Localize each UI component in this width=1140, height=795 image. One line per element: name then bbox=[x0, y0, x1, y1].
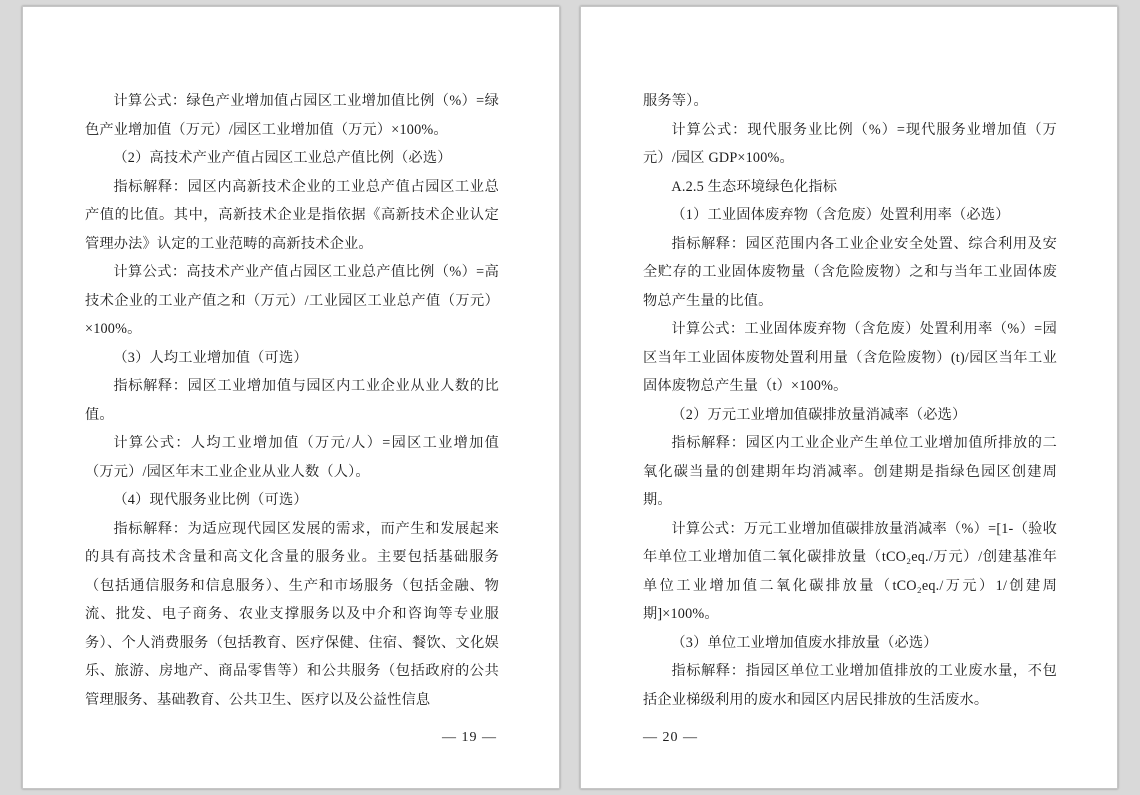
section-heading: A.2.5 生态环境绿色化指标 bbox=[671, 178, 838, 195]
page-number: — 19 — bbox=[442, 730, 497, 745]
paragraph: 指标解释：为适应现代园区发展的需求，而产生和发展起来的具有高技术含量和高文化含量的服务业。主要包括基础服务（包括通信服务和信息服务）、生产和市场服务（包括金融、物流、批发、电子商务、农业支撑服务以及中介和咨询等专业服务）、个人消费服务（包括教育、医疗保健、住宿、餐饮、文化娱乐、旅游、房地产、商品零售等）和公共服务（包括政府的公共管理服务、基础教育、公共卫生、医疗以及公益性信息 bbox=[85, 520, 499, 708]
paragraph: 计算公式：高技术产业产值占园区工业总产值比例（%）=高技术企业的工业产值之和（万元）/工业园区工业总产值（万元）×100%。 bbox=[85, 264, 499, 337]
paragraph: 计算公式：人均工业增加值（万元/人）=园区工业增加值（万元）/园区年末工业企业从业人数（人）。 bbox=[85, 435, 499, 480]
paragraph: 指标解释：园区工业增加值与园区内工业企业从业人数的比值。 bbox=[85, 378, 499, 423]
document-page-19 bbox=[22, 6, 560, 789]
paragraph: 计算公式：万元工业增加值碳排放量消减率（%）=[1-（验收年单位工业增加值二氧化碳排放量（tCO₂eq./万元）/创建基准年单位工业增加值二氧化碳排放量（tCO₂eq./万元）1/创建周期]×100%。 bbox=[643, 520, 1057, 622]
page-number: — 20 — bbox=[643, 730, 698, 745]
paragraph: （4）现代服务业比例（可选） bbox=[113, 492, 308, 508]
paragraph: 计算公式：绿色产业增加值占园区工业增加值比例（%）=绿色产业增加值（万元）/园区工业增加值（万元）×100%。 bbox=[85, 93, 499, 138]
paragraph: （3）人均工业增加值（可选） bbox=[113, 349, 308, 366]
paragraph: （1）工业固体废弃物（含危废）处置利用率（必选） bbox=[671, 207, 1010, 223]
paragraph: 计算公式：工业固体废弃物（含危废）处置利用率（%）=园区当年工业固体废物处置利用量（含危险废物）(t)/园区当年工业固体废物总产生量（t）×100%。 bbox=[643, 321, 1057, 394]
paragraph: 指标解释：园区范围内各工业企业安全处置、综合利用及安全贮存的工业固体废物量（含危险废物）之和与当年工业固体废物总产生量的比值。 bbox=[643, 235, 1057, 309]
paragraph: 指标解释：园区内高新技术企业的工业总产值占园区工业总产值的比值。其中，高新技术企业是指依据《高新技术企业认定管理办法》认定的工业范畴的高新技术企业。 bbox=[85, 178, 499, 252]
page-20-content bbox=[643, 87, 1057, 707]
paragraph: 计算公式：现代服务业比例（%）=现代服务业增加值（万元）/园区 GDP×100%。 bbox=[643, 121, 1057, 166]
page-19-content bbox=[85, 87, 499, 707]
paragraph: （2）高技术产业产值占园区工业总产值比例（必选） bbox=[113, 150, 452, 166]
paragraph: 服务等）。 bbox=[643, 93, 708, 109]
paragraph: 指标解释：指园区单位工业增加值排放的工业废水量，不包括企业梯级利用的废水和园区内居民排放的生活废水。 bbox=[643, 663, 1057, 708]
document-page-20 bbox=[580, 6, 1118, 789]
paragraph: 指标解释：园区内工业企业产生单位工业增加值所排放的二氧化碳当量的创建期年均消减率。创建期是指绿色园区创建周期。 bbox=[643, 435, 1057, 508]
paragraph: （3）单位工业增加值废水排放量（必选） bbox=[671, 634, 938, 651]
paragraph: （2）万元工业增加值碳排放量消减率（必选） bbox=[671, 406, 967, 423]
